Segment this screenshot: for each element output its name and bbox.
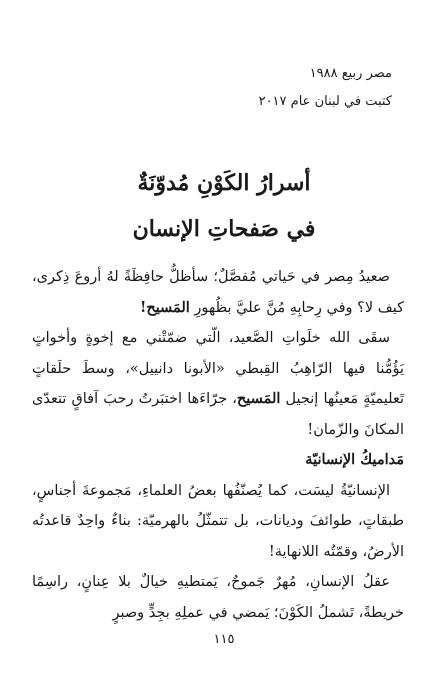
chapter-title — [0, 160, 448, 252]
chapter-title-line-1: أسرارُ الكَوْنِ مُدوّنَةٌ — [137, 170, 311, 196]
paragraph-2-text: سقَى الله خلَواتِ الصَّعيد، الّتي ضمّتْني مع إخوةٍ وأخواتٍ يَؤُمُّنا فيها الرّاهِبُ القِبطي «الأبونا دانييل»، وسطَ حلَقاتٍ تَعليميّةٍ مَعينُها إنجيل — [32, 330, 404, 407]
paragraph-3: الإنسانيّةُ ليسَت، كما يُصنّفُها بعضُ العلماءِ، مَجموعةَ أجناسٍ، طبقاتٍ، طوائفَ وديانات، بل تتمثّلُ بالهرميّة: بناءٌ واحِدٌ قاعدتُه الأرضُ، وقمّتُه اللانهاية! — [32, 482, 404, 560]
chapter-title-line-2: في صَفحاتِ الإنسان — [132, 216, 316, 242]
paragraph-1 — [32, 262, 404, 323]
paragraph-2-emphasis: المَسيح — [236, 390, 281, 407]
page-number: ١١٥ — [213, 632, 235, 647]
meta-line-written-egypt: مصر ربيع ١٩٨٨ — [309, 66, 392, 81]
meta-line-written-lebanon: كتبت في لبنان عام ٢٠١٧ — [258, 94, 392, 109]
body-text — [32, 262, 404, 628]
paragraph-2-end: ، جرّاءَها اختبَرتُ رحبَ آفاقٍ تتعدّى المكانَ والزّمان! — [32, 391, 404, 438]
paragraph-2 — [32, 323, 404, 445]
paragraph-1-end: ! — [139, 298, 147, 316]
page-meta — [259, 60, 392, 116]
section-subheading: مَداميكُ الإنسانيّة — [305, 451, 404, 468]
paragraph-4: عقلُ الإنسانِ، مُهرٌ جَموحٌ، يَمتطيهِ خيالٌ بلا عِنانٍ، راسِمًا خريطةً، تَشملُ الكَوْنَ؛ يَمضي في عملِهِ بجِدٍّ وصبرٍ — [32, 574, 404, 621]
paragraph-1-text: صعيدُ مِصر في حَياتي مُفصَّلٌ؛ سأظلُّ حافِظَةً لهُ أروعَ ذِكرى، كيف لا؟ وفي رِحابِهِ مُنَّ عليَّ بظُهورِ — [32, 269, 404, 316]
paragraph-1-emphasis: المَسيح — [146, 298, 190, 316]
